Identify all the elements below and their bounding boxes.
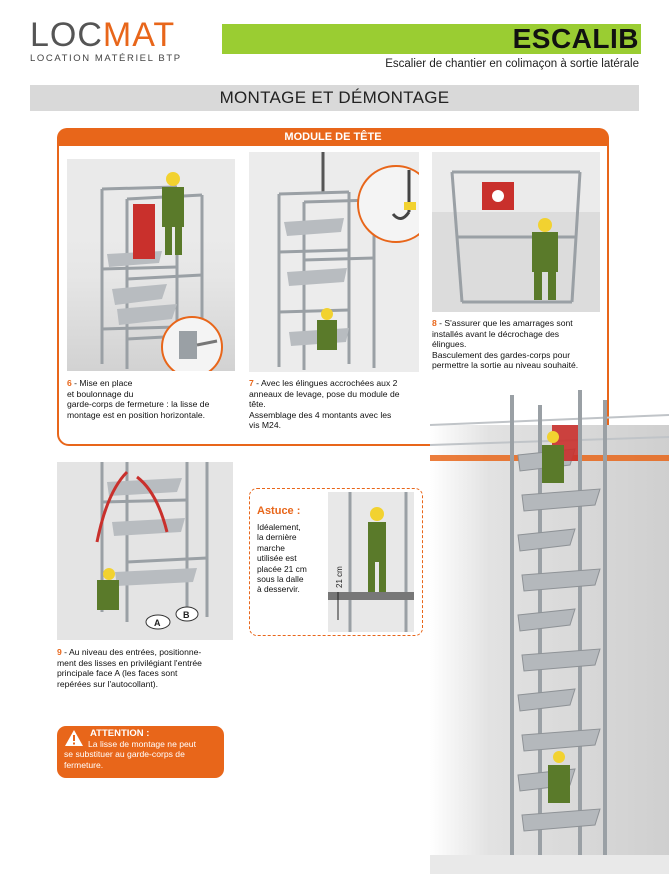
- step-9-caption: 9 - Au niveau des entrées, positionne- ment des lisses en privilégiant l'entrée principale face A (les faces sont repérées sur l'autocollant).: [57, 647, 202, 689]
- step-7-caption: 7 - Avec les élingues accrochées aux 2 anneaux de levage, pose du module de tête. Assemblage des 4 montants avec les vis M24.: [249, 378, 400, 431]
- tower-illustration: [430, 385, 669, 874]
- step-6-caption: 6 - Mise en place et boulonnage du garde-corps de fermeture : la lisse de montage est en position horizontale.: [67, 378, 210, 420]
- brand-subtitle: Escalier de chantier en colimaçon à sortie latérale: [385, 58, 639, 70]
- step-8-caption: 8 - S'assurer que les amarrages sont installés avant le décrochage des élingues. Basculement des gardes-corps pour permettre la sortie au niveau souhaité.: [432, 318, 579, 371]
- floor-mark-b: B: [183, 610, 190, 620]
- step-9-illustration: [57, 462, 233, 640]
- module-title: MODULE DE TÊTE: [284, 131, 382, 143]
- step-8-illustration: [432, 152, 600, 312]
- warning-title: ATTENTION :: [90, 728, 150, 739]
- section-title: MONTAGE ET DÉMONTAGE: [219, 88, 450, 107]
- warning-text: La lisse de montage ne peut se substituer au garde-corps de fermeture.: [64, 739, 196, 770]
- logo-wordmark: LOCMAT: [30, 16, 176, 54]
- tip-title: Astuce :: [257, 505, 301, 517]
- brand-title: ESCALIB: [512, 23, 639, 54]
- step-6-illustration: [67, 159, 235, 371]
- logo-tagline: LOCATION MATÉRIEL BTP: [30, 53, 182, 64]
- step-7-illustration: [249, 152, 419, 372]
- tip-illustration: [328, 492, 414, 632]
- tip-dimension-label: 21 cm: [335, 566, 344, 588]
- floor-mark-a: A: [154, 618, 161, 628]
- tip-text: Idéalement, la dernière marche utilisée est placée 21 cm sous la dalle à desservir.: [257, 522, 307, 595]
